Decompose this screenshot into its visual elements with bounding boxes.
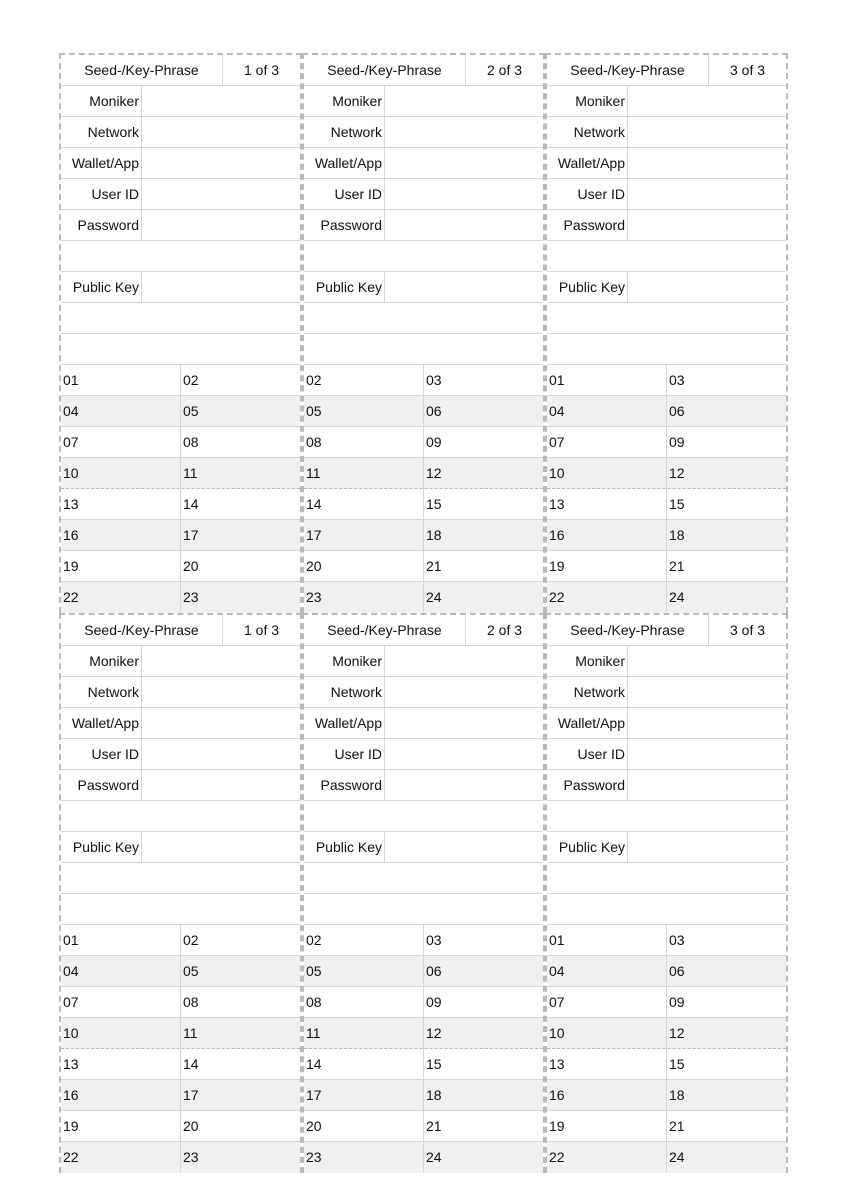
card-counter: 3 of 3 xyxy=(729,62,766,78)
word-row xyxy=(547,551,786,582)
seed-card-3-of-3 xyxy=(545,53,788,613)
user-id-row xyxy=(304,739,543,770)
public-key-label: Public Key xyxy=(547,832,628,863)
word-row xyxy=(304,458,543,489)
password-label: Password xyxy=(304,210,385,241)
moniker-row xyxy=(304,646,543,677)
word-slot: 02 xyxy=(183,932,199,948)
word-slot: 06 xyxy=(426,403,442,419)
word-slot: 01 xyxy=(61,925,181,956)
public-key-row xyxy=(547,272,786,303)
blank-row xyxy=(304,801,543,832)
word-slot: 04 xyxy=(61,956,181,987)
network-row xyxy=(547,117,786,148)
word-slot: 23 xyxy=(304,582,424,613)
password-row xyxy=(547,210,786,241)
word-row xyxy=(61,1018,300,1049)
password-label: Password xyxy=(61,210,142,241)
user-id-label: User ID xyxy=(547,739,628,770)
word-row xyxy=(61,520,300,551)
wallet-app-row xyxy=(61,708,300,739)
card-counter: 2 of 3 xyxy=(486,62,523,78)
word-slot: 20 xyxy=(304,551,424,582)
public-key-continuation-row xyxy=(304,303,543,334)
network-label: Network xyxy=(61,677,142,708)
card-title: Seed-/Key-Phrase xyxy=(61,55,223,86)
word-row xyxy=(547,987,786,1018)
word-slot: 22 xyxy=(61,1142,181,1173)
blank-row xyxy=(547,801,786,832)
public-key-label: Public Key xyxy=(547,272,628,303)
word-slot: 09 xyxy=(669,434,685,450)
word-slot: 03 xyxy=(669,372,685,388)
word-slot: 15 xyxy=(426,496,442,512)
word-row xyxy=(61,925,300,956)
word-slot: 01 xyxy=(61,365,181,396)
moniker-label: Moniker xyxy=(61,86,142,117)
moniker-row xyxy=(547,646,786,677)
word-slot: 20 xyxy=(183,1118,199,1134)
word-slot: 20 xyxy=(183,558,199,574)
word-slot: 17 xyxy=(183,1087,199,1103)
card-title: Seed-/Key-Phrase xyxy=(547,55,709,86)
card-header xyxy=(61,615,300,646)
public-key-continuation-row xyxy=(304,894,543,925)
user-id-label: User ID xyxy=(547,179,628,210)
seed-card-2-of-3 xyxy=(302,53,545,613)
user-id-label: User ID xyxy=(61,739,142,770)
wallet-app-label: Wallet/App xyxy=(61,148,142,179)
card-header xyxy=(547,615,786,646)
seed-card-1-of-3 xyxy=(59,613,302,1173)
word-slot: 18 xyxy=(426,1087,442,1103)
wallet-app-label: Wallet/App xyxy=(61,708,142,739)
wallet-app-row xyxy=(547,148,786,179)
card-header xyxy=(304,55,543,86)
network-label: Network xyxy=(547,677,628,708)
public-key-continuation-row xyxy=(61,894,300,925)
word-slot: 22 xyxy=(547,1142,667,1173)
card-set-bottom xyxy=(59,613,789,1173)
word-slot: 21 xyxy=(669,558,685,574)
word-row xyxy=(304,1111,543,1142)
word-slot: 06 xyxy=(426,963,442,979)
word-row xyxy=(304,427,543,458)
moniker-row xyxy=(61,646,300,677)
word-slot: 05 xyxy=(183,403,199,419)
moniker-label: Moniker xyxy=(547,646,628,677)
public-key-continuation-row xyxy=(547,863,786,894)
word-slot: 09 xyxy=(426,994,442,1010)
seed-card-3-of-3 xyxy=(545,613,788,1173)
word-slot: 08 xyxy=(304,987,424,1018)
word-slot: 21 xyxy=(426,558,442,574)
card-header xyxy=(61,55,300,86)
moniker-label: Moniker xyxy=(61,646,142,677)
word-row xyxy=(304,520,543,551)
moniker-label: Moniker xyxy=(304,646,385,677)
wallet-app-row xyxy=(61,148,300,179)
password-row xyxy=(304,210,543,241)
word-slot: 17 xyxy=(304,1080,424,1111)
wallet-app-label: Wallet/App xyxy=(304,708,385,739)
word-row xyxy=(61,1080,300,1111)
word-row xyxy=(547,925,786,956)
word-slot: 13 xyxy=(61,1049,181,1080)
card-counter: 1 of 3 xyxy=(243,622,280,638)
word-slot: 24 xyxy=(426,589,442,605)
word-slot: 01 xyxy=(547,365,667,396)
word-slot: 13 xyxy=(547,1049,667,1080)
blank-row xyxy=(547,241,786,272)
word-row xyxy=(61,1142,300,1173)
word-row xyxy=(547,520,786,551)
public-key-row xyxy=(304,272,543,303)
word-slot: 20 xyxy=(304,1111,424,1142)
word-slot: 15 xyxy=(669,1056,685,1072)
word-slot: 17 xyxy=(304,520,424,551)
word-slot: 11 xyxy=(304,458,424,489)
word-slot: 02 xyxy=(304,365,424,396)
user-id-label: User ID xyxy=(61,179,142,210)
wallet-app-label: Wallet/App xyxy=(547,148,628,179)
wallet-app-row xyxy=(547,708,786,739)
password-row xyxy=(61,770,300,801)
word-row xyxy=(547,1111,786,1142)
word-slot: 11 xyxy=(304,1018,424,1049)
password-row xyxy=(61,210,300,241)
public-key-continuation-row xyxy=(61,303,300,334)
word-slot: 03 xyxy=(426,372,442,388)
network-row xyxy=(547,677,786,708)
word-slot: 24 xyxy=(669,589,685,605)
word-row xyxy=(547,427,786,458)
word-slot: 23 xyxy=(183,1149,199,1165)
word-slot: 11 xyxy=(183,1025,198,1041)
card-counter: 2 of 3 xyxy=(486,622,523,638)
moniker-row xyxy=(304,86,543,117)
word-row xyxy=(61,582,300,613)
word-slot: 04 xyxy=(61,396,181,427)
word-row xyxy=(61,489,300,520)
word-row xyxy=(61,956,300,987)
word-slot: 23 xyxy=(183,589,199,605)
word-slot: 23 xyxy=(304,1142,424,1173)
word-row xyxy=(61,458,300,489)
password-label: Password xyxy=(304,770,385,801)
word-slot: 14 xyxy=(304,1049,424,1080)
word-slot: 16 xyxy=(61,1080,181,1111)
word-slot: 19 xyxy=(547,551,667,582)
public-key-label: Public Key xyxy=(61,272,142,303)
word-row xyxy=(547,956,786,987)
word-slot: 07 xyxy=(547,427,667,458)
public-key-continuation-row xyxy=(304,334,543,365)
card-counter: 3 of 3 xyxy=(729,622,766,638)
network-label: Network xyxy=(304,117,385,148)
word-slot: 12 xyxy=(669,1025,685,1041)
card-header xyxy=(547,55,786,86)
word-row xyxy=(61,1111,300,1142)
user-id-label: User ID xyxy=(304,739,385,770)
word-slot: 12 xyxy=(669,465,685,481)
word-slot: 07 xyxy=(547,987,667,1018)
word-row xyxy=(547,396,786,427)
word-slot: 18 xyxy=(426,527,442,543)
seed-phrase-sheet xyxy=(59,53,789,1173)
public-key-continuation-row xyxy=(61,863,300,894)
network-label: Network xyxy=(61,117,142,148)
public-key-row xyxy=(61,272,300,303)
word-slot: 13 xyxy=(61,489,181,520)
public-key-label: Public Key xyxy=(61,832,142,863)
word-row xyxy=(547,489,786,520)
network-row xyxy=(304,117,543,148)
user-id-row xyxy=(547,739,786,770)
word-slot: 16 xyxy=(547,1080,667,1111)
word-slot: 18 xyxy=(669,1087,685,1103)
word-slot: 10 xyxy=(547,1018,667,1049)
word-slot: 21 xyxy=(669,1118,685,1134)
card-title: Seed-/Key-Phrase xyxy=(304,615,466,646)
word-slot: 19 xyxy=(61,551,181,582)
network-label: Network xyxy=(547,117,628,148)
word-slot: 03 xyxy=(426,932,442,948)
word-row xyxy=(304,987,543,1018)
word-slot: 12 xyxy=(426,465,442,481)
word-row xyxy=(304,551,543,582)
card-header xyxy=(304,615,543,646)
word-slot: 12 xyxy=(426,1025,442,1041)
word-slot: 07 xyxy=(61,987,181,1018)
moniker-label: Moniker xyxy=(304,86,385,117)
word-slot: 24 xyxy=(426,1149,442,1165)
public-key-label: Public Key xyxy=(304,832,385,863)
word-slot: 07 xyxy=(61,427,181,458)
word-slot: 15 xyxy=(669,496,685,512)
word-row xyxy=(61,1049,300,1080)
password-row xyxy=(304,770,543,801)
wallet-app-row xyxy=(304,148,543,179)
word-slot: 10 xyxy=(547,458,667,489)
wallet-app-label: Wallet/App xyxy=(547,708,628,739)
word-slot: 14 xyxy=(183,1056,199,1072)
word-row xyxy=(547,1080,786,1111)
word-slot: 14 xyxy=(304,489,424,520)
public-key-row xyxy=(61,832,300,863)
word-slot: 06 xyxy=(669,403,685,419)
word-slot: 09 xyxy=(669,994,685,1010)
user-id-row xyxy=(61,179,300,210)
word-row xyxy=(547,365,786,396)
word-slot: 19 xyxy=(547,1111,667,1142)
card-set-top xyxy=(59,53,789,613)
word-row xyxy=(547,582,786,613)
card-title: Seed-/Key-Phrase xyxy=(547,615,709,646)
word-row xyxy=(547,458,786,489)
word-row xyxy=(304,1018,543,1049)
word-row xyxy=(61,396,300,427)
user-id-label: User ID xyxy=(304,179,385,210)
network-row xyxy=(304,677,543,708)
moniker-row xyxy=(61,86,300,117)
word-slot: 09 xyxy=(426,434,442,450)
word-slot: 05 xyxy=(304,396,424,427)
network-row xyxy=(61,117,300,148)
public-key-continuation-row xyxy=(547,303,786,334)
word-slot: 02 xyxy=(304,925,424,956)
word-slot: 19 xyxy=(61,1111,181,1142)
word-row xyxy=(61,365,300,396)
password-label: Password xyxy=(61,770,142,801)
word-row xyxy=(547,1018,786,1049)
word-slot: 17 xyxy=(183,527,199,543)
card-counter: 1 of 3 xyxy=(243,62,280,78)
word-row xyxy=(304,365,543,396)
word-row xyxy=(61,427,300,458)
public-key-label: Public Key xyxy=(304,272,385,303)
word-slot: 05 xyxy=(304,956,424,987)
moniker-label: Moniker xyxy=(547,86,628,117)
word-slot: 11 xyxy=(183,465,198,481)
word-slot: 08 xyxy=(304,427,424,458)
word-row xyxy=(61,987,300,1018)
public-key-continuation-row xyxy=(61,334,300,365)
password-label: Password xyxy=(547,770,628,801)
network-label: Network xyxy=(304,677,385,708)
word-slot: 14 xyxy=(183,496,199,512)
moniker-row xyxy=(547,86,786,117)
card-title: Seed-/Key-Phrase xyxy=(61,615,223,646)
word-slot: 18 xyxy=(669,527,685,543)
network-row xyxy=(61,677,300,708)
card-title: Seed-/Key-Phrase xyxy=(304,55,466,86)
word-row xyxy=(304,1080,543,1111)
word-slot: 04 xyxy=(547,396,667,427)
word-slot: 08 xyxy=(183,994,199,1010)
word-slot: 13 xyxy=(547,489,667,520)
word-row xyxy=(304,396,543,427)
password-row xyxy=(547,770,786,801)
blank-row xyxy=(304,241,543,272)
user-id-row xyxy=(304,179,543,210)
word-row xyxy=(304,956,543,987)
public-key-continuation-row xyxy=(547,894,786,925)
blank-row xyxy=(61,241,300,272)
word-slot: 10 xyxy=(61,458,181,489)
word-row xyxy=(304,1049,543,1080)
blank-row xyxy=(61,801,300,832)
word-row xyxy=(304,1142,543,1173)
word-slot: 02 xyxy=(183,372,199,388)
public-key-continuation-row xyxy=(547,334,786,365)
word-slot: 06 xyxy=(669,963,685,979)
wallet-app-row xyxy=(304,708,543,739)
user-id-row xyxy=(61,739,300,770)
word-slot: 04 xyxy=(547,956,667,987)
word-slot: 05 xyxy=(183,963,199,979)
seed-card-2-of-3 xyxy=(302,613,545,1173)
word-row xyxy=(547,1142,786,1173)
wallet-app-label: Wallet/App xyxy=(304,148,385,179)
word-slot: 16 xyxy=(61,520,181,551)
word-slot: 24 xyxy=(669,1149,685,1165)
word-slot: 22 xyxy=(547,582,667,613)
public-key-continuation-row xyxy=(304,863,543,894)
word-row xyxy=(304,489,543,520)
seed-card-1-of-3 xyxy=(59,53,302,613)
word-slot: 03 xyxy=(669,932,685,948)
word-slot: 01 xyxy=(547,925,667,956)
word-row xyxy=(304,582,543,613)
public-key-row xyxy=(304,832,543,863)
password-label: Password xyxy=(547,210,628,241)
word-slot: 22 xyxy=(61,582,181,613)
user-id-row xyxy=(547,179,786,210)
word-slot: 16 xyxy=(547,520,667,551)
word-slot: 10 xyxy=(61,1018,181,1049)
word-row xyxy=(547,1049,786,1080)
word-slot: 21 xyxy=(426,1118,442,1134)
word-row xyxy=(304,925,543,956)
public-key-row xyxy=(547,832,786,863)
word-row xyxy=(61,551,300,582)
word-slot: 08 xyxy=(183,434,199,450)
word-slot: 15 xyxy=(426,1056,442,1072)
